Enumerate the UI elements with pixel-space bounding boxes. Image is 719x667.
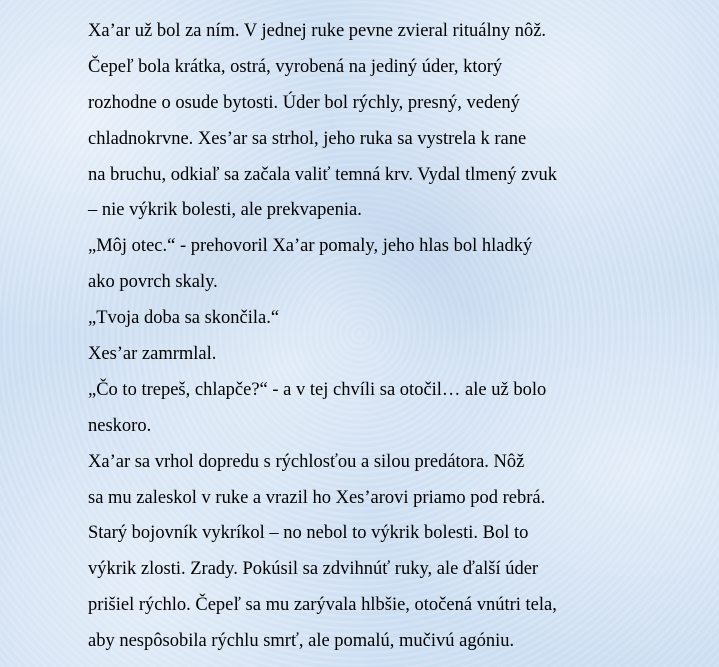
text-line-12: neskoro.: [88, 415, 152, 436]
text-line-16: výkrik zlosti. Zrady. Pokúsil sa zdvihnúť ruky, ale ďalší úder: [88, 559, 539, 580]
text-line-2: Čepeľ bola krátka, ostrá, vyrobená na jediný úder, ktorý: [88, 56, 503, 77]
text-line-11: „Čo to trepeš, chlapče?“ - a v tej chvíli sa otočil… ale už bolo: [88, 379, 547, 400]
text-line-13: Xa’ar sa vrhol dopredu s rýchlosťou a silou predátora. Nôž: [88, 451, 525, 472]
text-line-10: Xes’ar zamrmlal.: [88, 344, 217, 365]
text-line-6: – nie výkrik bolesti, ale prekvapenia.: [88, 200, 362, 221]
text-line-3: rozhodne o osude bytosti. Úder bol rýchly, presný, vedený: [88, 92, 520, 113]
text-line-5: na bruchu, odkiaľ sa začala valiť temná krv. Vydal tlmený zvuk: [88, 164, 558, 185]
text-line-14: sa mu zaleskol v ruke a vrazil ho Xes’arovi priamo pod rebrá.: [88, 487, 546, 508]
text-line-4: chladnokrvne. Xes’ar sa strhol, jeho ruka sa vystrela k rane: [88, 128, 527, 149]
story-text: [88, 14, 708, 660]
text-line-9: „Tvoja doba sa skončila.“: [88, 308, 280, 329]
text-line-1: Xa’ar už bol za ním. V jednej ruke pevne zvieral rituálny nôž.: [88, 21, 547, 41]
text-line-17: prišiel rýchlo. Čepeľ sa mu zarývala hlbšie, otočená vnútri tela,: [88, 595, 557, 616]
text-line-7: „Môj otec.“ - prehovoril Xa’ar pomaly, jeho hlas bol hladký: [88, 236, 533, 257]
text-line-8: ako povrch skaly.: [88, 272, 218, 293]
text-line-15: Starý bojovník vykríkol – no nebol to výkrik bolesti. Bol to: [88, 523, 529, 544]
text-line-18: aby nespôsobila rýchlu smrť, ale pomalú, mučivú agóniu.: [88, 631, 515, 652]
